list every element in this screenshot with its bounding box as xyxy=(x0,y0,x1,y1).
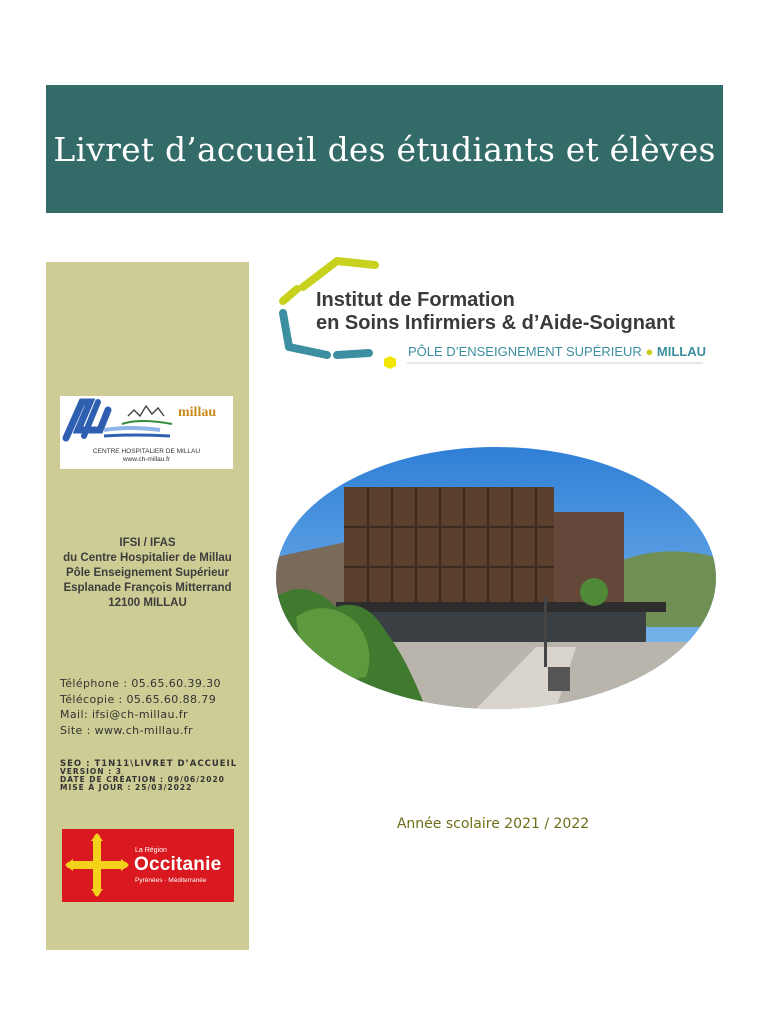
ifsi-logo-subtitle xyxy=(408,344,706,359)
phone-number: Téléphone : 05.65.60.39.30 xyxy=(60,677,221,690)
region-logo-name: Occitanie xyxy=(134,854,222,875)
address-line: 12100 MILLAU xyxy=(108,597,187,609)
city-label: MILLAU xyxy=(656,344,707,359)
separator-dot: ● xyxy=(645,344,654,359)
contact-info xyxy=(60,676,245,738)
occitan-cross-icon xyxy=(62,829,132,902)
address-line: IFSI / IFAS xyxy=(119,537,176,549)
creation-date: DATE DE CRÉATION : 09/06/2020 xyxy=(60,775,225,784)
building-photo xyxy=(276,447,716,709)
address-line: Esplanade François Mitterrand xyxy=(63,582,232,594)
region-logo-prefix: La Région xyxy=(135,847,167,854)
school-year: Année scolaire 2021 / 2022 xyxy=(396,816,590,832)
hospital-logo-caption xyxy=(60,448,233,464)
hospital-logo-graphic xyxy=(60,396,233,448)
ifsi-title-line: Institut de Formation xyxy=(316,289,515,311)
region-logo-subtitle: Pyrénées · Méditerranée xyxy=(135,877,207,884)
ifsi-logo-title xyxy=(316,289,675,335)
website-link[interactable]: Site : www.ch-millau.fr xyxy=(60,723,193,737)
seo-reference: SEO : T1N11\LIVRET D’ACCUEIL xyxy=(60,759,238,769)
hospital-logo-wordmark: millau xyxy=(178,405,217,420)
ifsi-title-line: en Soins Infirmiers & d’Aide-Soignant xyxy=(316,312,675,334)
fax-number: Télécopie : 05.65.60.88.79 xyxy=(60,692,217,706)
hospital-name: CENTRE HOSPITALIER DE MILLAU xyxy=(92,448,201,455)
update-date: MISE À JOUR : 25/03/2022 xyxy=(60,783,193,792)
hospital-logo xyxy=(60,396,233,469)
postal-address xyxy=(46,536,249,611)
email-link[interactable]: Mail: ifsi@ch-millau.fr xyxy=(60,708,188,721)
title-banner xyxy=(46,85,723,213)
version-label: VERSION : 3 xyxy=(60,767,122,776)
address-line: Pôle Enseignement Supérieur xyxy=(66,567,229,579)
address-line: du Centre Hospitalier de Millau xyxy=(63,552,232,564)
pole-label: PÔLE D’ENSEIGNEMENT SUPÉRIEUR xyxy=(408,344,642,359)
document-metadata xyxy=(60,760,249,792)
hospital-url: www.ch-millau.fr xyxy=(122,456,171,463)
region-occitanie-logo xyxy=(62,829,234,902)
page-title: Livret d’accueil des étudiants et élèves xyxy=(53,129,716,169)
